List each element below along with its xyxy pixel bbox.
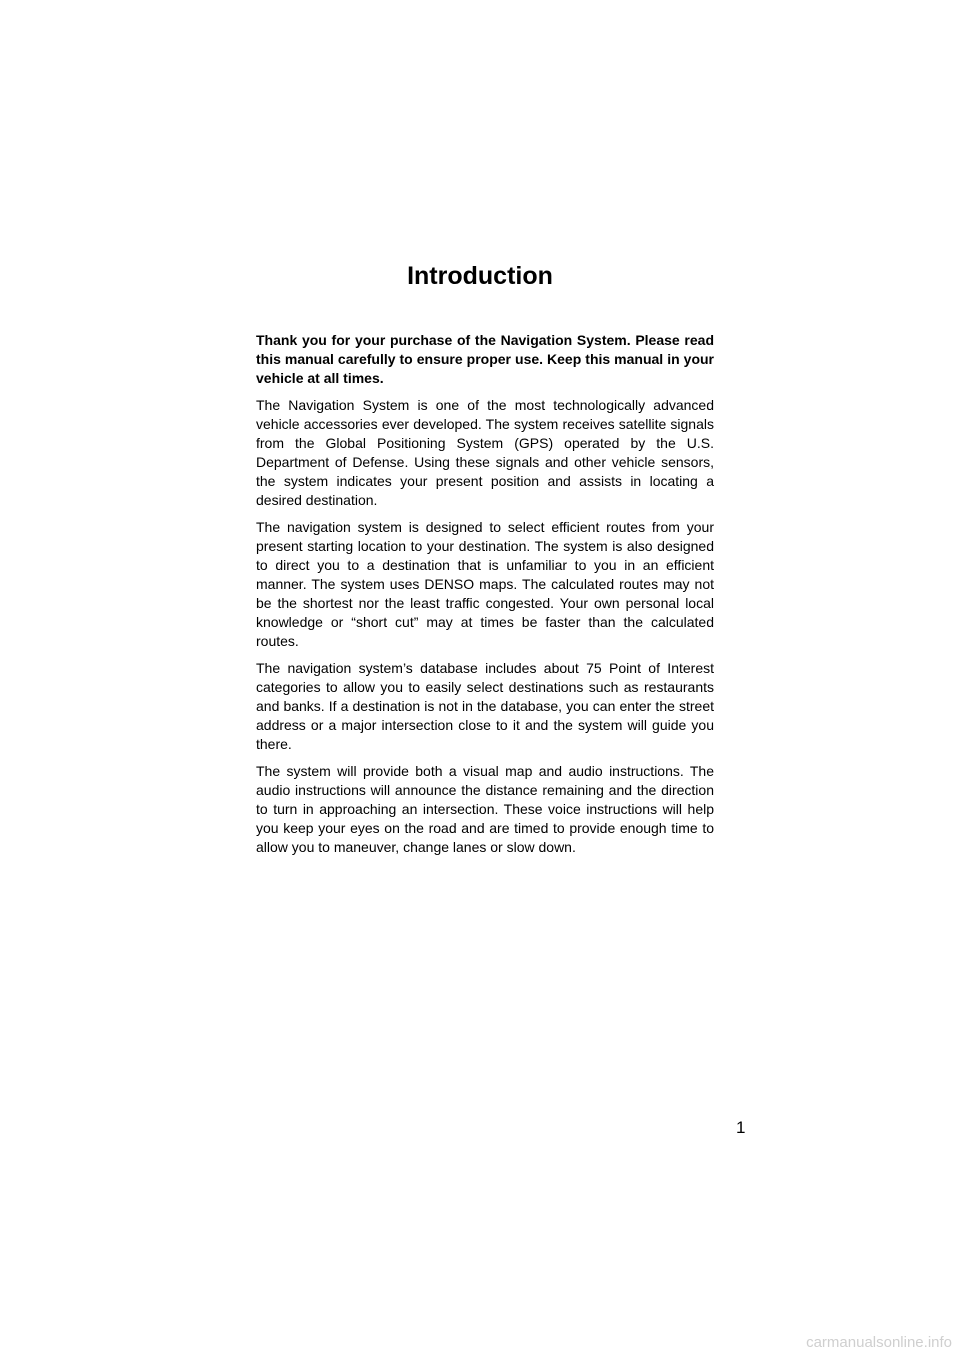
page-number: 1 bbox=[736, 1118, 746, 1137]
page-title: Introduction bbox=[407, 262, 553, 290]
intro-paragraph-3: The navigation system is designed to select efficient routes from your present starting location to your destination. The system is also designed to direct you to a destination that is unfamiliar to you in an efficient manner. The system uses DENSO maps. The calculated routes may not be the shortest nor the least traffic congested. Your own personal local knowledge or “short cut” may at times be faster than the calculated routes. bbox=[256, 519, 714, 649]
intro-paragraph-1: Thank you for your purchase of the Navigation System. Please read this manual carefully to ensure proper use. Keep this manual in your vehicle at all times. bbox=[256, 332, 714, 386]
introduction-body bbox=[256, 331, 714, 865]
intro-paragraph-2: The Navigation System is one of the most technologically advanced vehicle accessories ever developed. The system receives satellite signals from the Global Positioning System (GPS) operated by the U.S. Department of Defense. Using these signals and other vehicle sensors, the system indicates your present position and assists in locating a desired destination. bbox=[256, 397, 714, 508]
intro-paragraph-4: The navigation system’s database includes about 75 Point of Interest categories to allow you to easily select destinations such as restaurants and banks. If a destination is not in the database, you can enter the street address or a major intersection close to it and the system will guide you there. bbox=[256, 660, 714, 752]
watermark: carmanualsonline.info bbox=[806, 1334, 952, 1351]
intro-paragraph-5: The system will provide both a visual map and audio instructions. The audio instructions will announce the distance remaining and the direction to turn in approaching an intersection. These voice instructions will help you keep your eyes on the road and are timed to provide enough time to allow you to maneuver, change lanes or slow down. bbox=[256, 763, 714, 855]
